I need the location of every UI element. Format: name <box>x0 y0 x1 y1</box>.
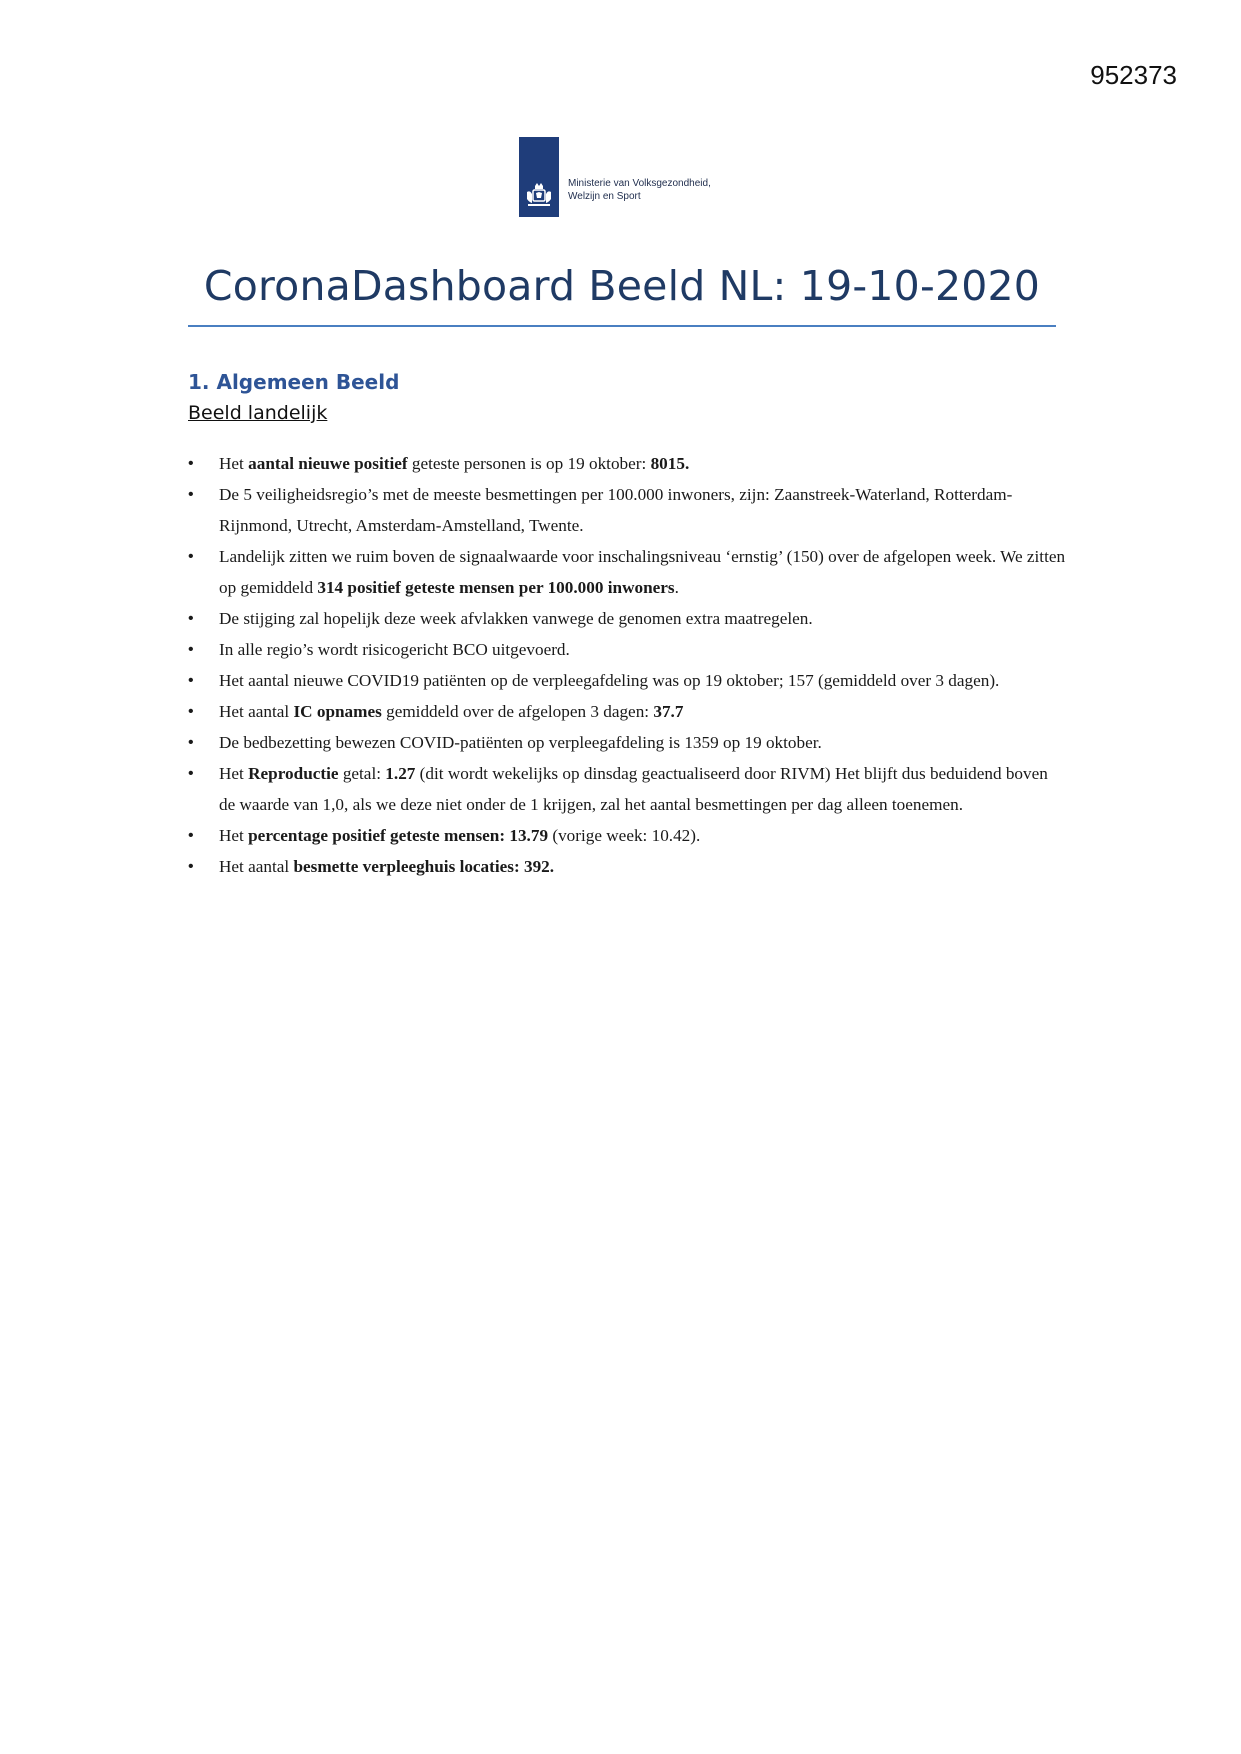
bullet-text: In alle regio’s wordt risicogericht BCO uitgevoerd. <box>219 640 570 659</box>
bullet-text-bold: IC opnames <box>293 702 382 721</box>
bullet-text-bold: aantal nieuwe positief <box>248 454 408 473</box>
bullet-text: Het aantal <box>219 702 294 721</box>
section-subheading: Beeld landelijk <box>188 402 328 424</box>
bullet-text: gemiddeld over de afgelopen 3 dagen: <box>381 702 654 721</box>
bullet-item <box>188 851 1068 882</box>
bullet-item <box>188 541 1068 603</box>
bullet-text-bold: besmette verpleeghuis locaties: 392. <box>293 857 555 876</box>
bullet-text: . <box>674 578 679 597</box>
bullet-text: Het <box>219 454 249 473</box>
bullet-text: De bedbezetting bewezen COVID-patiënten op verpleegafdeling is 1359 op 19 oktober. <box>219 733 822 752</box>
bullet-text: Het aantal <box>219 857 294 876</box>
bullet-text: (dit wordt wekelijks op dinsdag geactualiseerd door RIVM) Het blijft dus beduidend boven de waarde van 1,0, als we deze niet onder de 1 krijgen, zal het aantal besmettingen per dag alleen toenemen. <box>219 764 1048 814</box>
bullet-text: geteste personen is op 19 oktober: <box>407 454 651 473</box>
bullet-text: De stijging zal hopelijk deze week afvlakken vanwege de genomen extra maatregelen. <box>219 609 813 628</box>
ministry-logo <box>519 137 711 217</box>
bullet-text: Het <box>219 826 249 845</box>
bullet-text-bold: 8015. <box>650 454 690 473</box>
bullet-text-bold: Reproductie <box>248 764 339 783</box>
bullet-text-bold: percentage positief geteste mensen: 13.79 <box>248 826 549 845</box>
page-title: CoronaDashboard Beeld NL: 19-10-2020 <box>203 262 1041 310</box>
bullet-text-bold: 37.7 <box>653 702 684 721</box>
bullet-text: De 5 veiligheidsregio’s met de meeste besmettingen per 100.000 inwoners, zijn: Zaanstreek-Waterland, Rotterdam-Rijnmond, Utrecht, Amsterdam-Amstelland, Twente. <box>219 485 1013 535</box>
bullet-item <box>188 479 1068 541</box>
bullet-item <box>188 603 1068 634</box>
ministry-name-line2: Welzijn en Sport <box>568 191 641 202</box>
coat-of-arms-emblem <box>519 137 559 217</box>
bullet-item <box>188 758 1068 820</box>
bullet-item <box>188 696 1068 727</box>
bullet-text: Het <box>219 764 249 783</box>
bullet-text: (vorige week: 10.42). <box>548 826 701 845</box>
bullet-item <box>188 820 1068 851</box>
ministry-name <box>568 177 711 203</box>
bullet-text-bold: 314 positief geteste mensen per 100.000 inwoners <box>317 578 675 597</box>
bullet-text: Landelijk zitten we ruim boven de signaalwaarde voor inschalingsniveau ‘ernstig’ (150) over de afgelopen week. We zitten op gemiddeld <box>219 547 1066 597</box>
bullet-item <box>188 448 1068 479</box>
bullet-text-bold: 1.27 <box>385 764 416 783</box>
crown-lion-icon <box>525 183 553 209</box>
bullet-list <box>188 448 1068 882</box>
ministry-name-line1: Ministerie van Volksgezondheid, <box>568 178 711 189</box>
bullet-text: Het aantal nieuwe COVID19 patiënten op de verpleegafdeling was op 19 oktober; 157 (gemiddeld over 3 dagen). <box>219 671 1000 690</box>
bullet-item <box>188 634 1068 665</box>
title-divider <box>188 325 1056 327</box>
bullet-text: getal: <box>338 764 386 783</box>
section-heading: 1. Algemeen Beeld <box>188 370 400 394</box>
bullet-item <box>188 665 1068 696</box>
document-id: 952373 <box>1090 60 1177 90</box>
bullet-item <box>188 727 1068 758</box>
